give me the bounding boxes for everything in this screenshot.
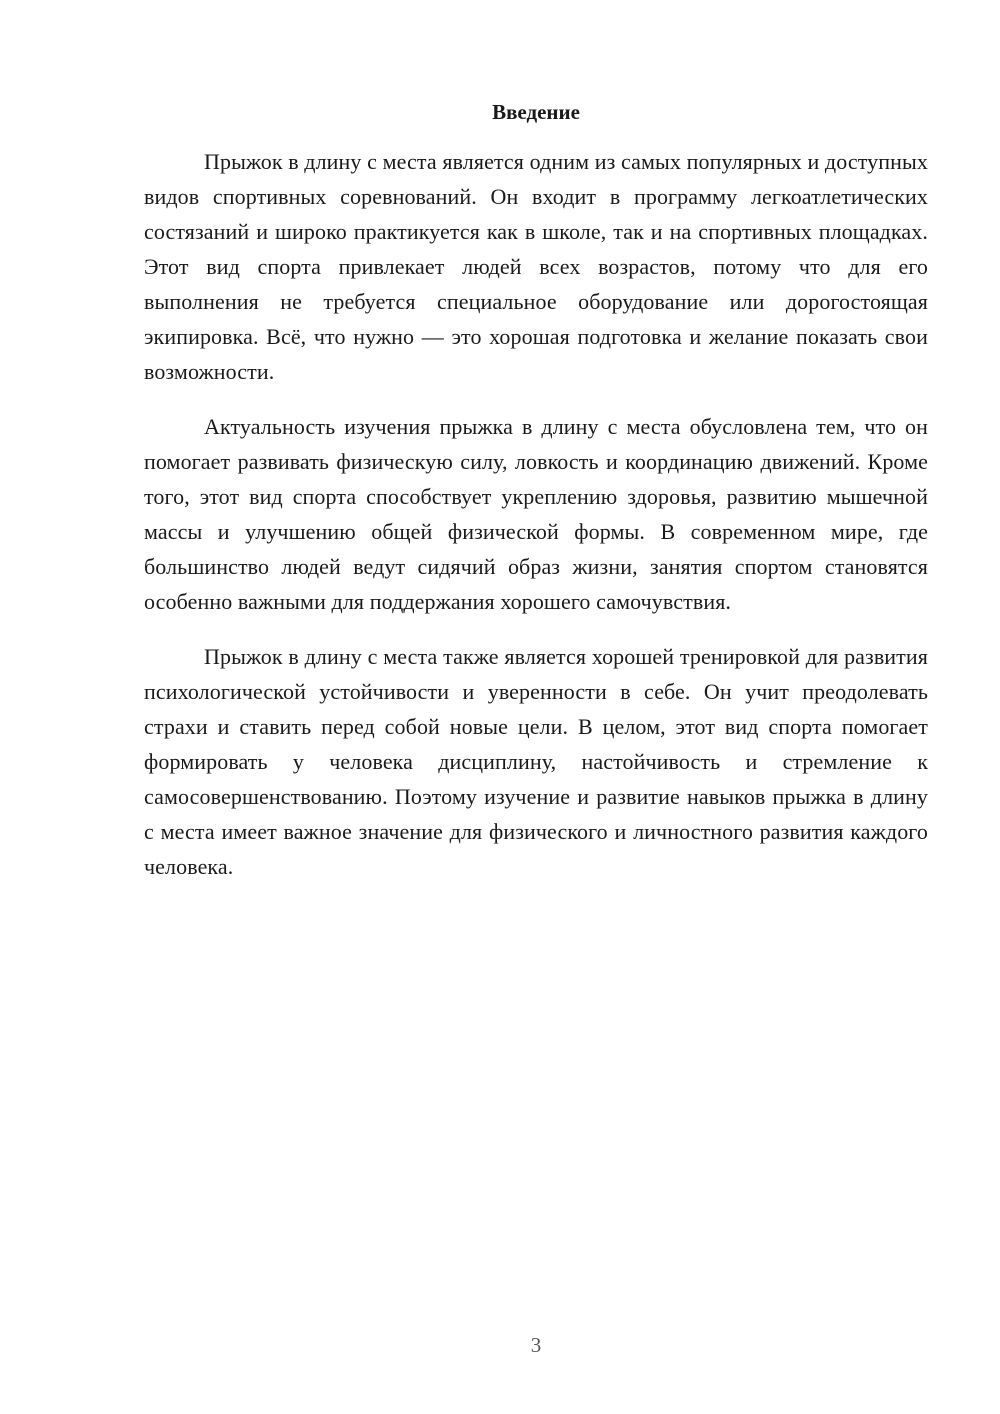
paragraph-3: Прыжок в длину с места также является хорошей тренировкой для развития психологической устойчивости и уверенности в себе. Он учит преодолевать страхи и ставить перед собой новые цели. В целом, этот вид спорта помогает формировать у человека дисциплину, настойчивость и стремление к самосовершенствованию. Поэтому изучение и развитие навыков прыжка в длину с места имеет важное значение для физического и личностного развития каждого человека.: [144, 644, 928, 879]
page-number: 3: [530, 1333, 542, 1357]
page-title: Введение: [492, 100, 580, 124]
paragraph-2: Актуальность изучения прыжка в длину с места обусловлена тем, что он помогает развивать физическую силу, ловкость и координацию движений. Кроме того, этот вид спорта способствует укреплению здоровья, развитию мышечной массы и улучшению общей физической формы. В современном мире, где большинство людей ведут сидячий образ жизни, занятия спортом становятся особенно важными для поддержания хорошего самочувствия.: [144, 414, 928, 614]
body-text: [144, 144, 928, 904]
paragraph-1: Прыжок в длину с места является одним из самых популярных и доступных видов спортивных соревнований. Он входит в программу легкоатлетических состязаний и широко практикуется как в школе, так и на спортивных площадках. Этот вид спорта привлекает людей всех возрастов, потому что для его выполнения не требуется специальное оборудование или дорогостоящая экипировка. Всё, что нужно — это хорошая подготовка и желание показать свои возможности.: [144, 149, 928, 384]
